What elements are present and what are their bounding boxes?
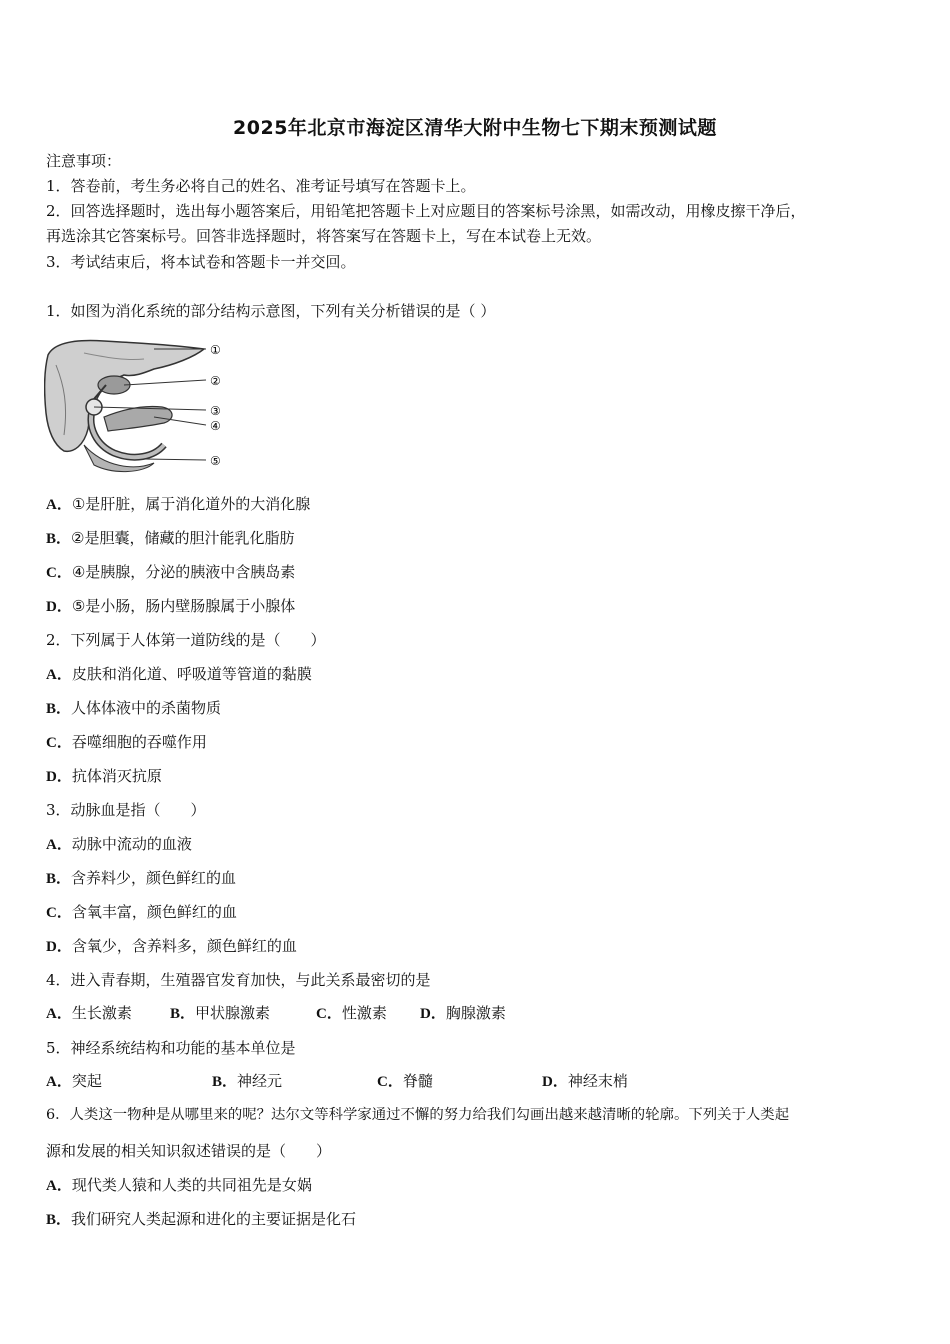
- option-label: B．: [46, 1212, 72, 1228]
- option-text: 甲状腺激素: [195, 1004, 271, 1022]
- option-text: 抗体消灭抗原: [71, 767, 162, 785]
- option-label: D．: [542, 1074, 568, 1090]
- option-text: 神经元: [237, 1072, 283, 1090]
- option-row: [46, 834, 192, 855]
- figure-label-2: ②: [210, 374, 221, 388]
- option-label: A．: [46, 497, 72, 513]
- option-row: [46, 1209, 356, 1230]
- figure-label-3: ③: [210, 404, 221, 418]
- question-3-stem: 3．动脉血是指（ ）: [46, 801, 206, 819]
- option-row: [46, 902, 237, 923]
- option-text: 含氧少，含养料多，颜色鲜红的血: [71, 937, 297, 955]
- notice-item: 再选涂其它答案标号。回答非选择题时，将答案写在答题卡上，写在本试卷上无效。: [46, 227, 602, 245]
- question-5-stem: 5．神经系统结构和功能的基本单位是: [46, 1039, 296, 1057]
- notice-item: 3．考试结束后，将本试卷和答题卡一并交回。: [46, 253, 356, 271]
- option-text: 突起: [71, 1072, 102, 1090]
- option-row-inline: [46, 1003, 606, 1023]
- option-text: 胸腺激素: [445, 1004, 506, 1022]
- option-row: [46, 1175, 312, 1196]
- option-row: [46, 698, 221, 719]
- option-label: A．: [46, 1178, 72, 1194]
- option-label: C．: [46, 565, 72, 581]
- notice-item: 1．答卷前，考生务必将自己的姓名、准考证号填写在答题卡上。: [46, 177, 476, 195]
- option-label: A．: [46, 667, 72, 683]
- option-text: 人体体液中的杀菌物质: [71, 699, 222, 717]
- option-label: B．: [46, 871, 72, 887]
- option-row: [46, 596, 295, 617]
- question-4-stem: 4．进入青春期，生殖器官发育加快，与此关系最密切的是: [46, 971, 431, 989]
- option-text: 现代类人猿和人类的共同祖先是女娲: [71, 1176, 312, 1194]
- option-label: C．: [316, 1006, 342, 1022]
- figure-label-1: ①: [210, 343, 221, 357]
- option-row: [46, 494, 310, 515]
- option-label: D．: [420, 1006, 446, 1022]
- figure-label-5: ⑤: [210, 454, 221, 468]
- option-text: 含氧丰富，颜色鲜红的血: [71, 903, 237, 921]
- notice-item: 2．回答选择题时，选出每小题答案后，用铅笔把答题卡上对应题目的答案标号涂黑，如需改动，用橡皮擦干净后，: [46, 202, 806, 220]
- option-label: A．: [46, 1006, 72, 1022]
- option-text: 神经末梢: [567, 1072, 628, 1090]
- notice-heading: 注意事项：: [46, 152, 122, 170]
- option-row: [46, 732, 207, 753]
- option-row-inline: [46, 1071, 746, 1091]
- option-text: ②是胆囊，储藏的胆汁能乳化脂肪: [71, 529, 295, 547]
- option-text: 生长激素: [71, 1004, 132, 1022]
- option-text: 脊髓: [402, 1072, 433, 1090]
- option-text: 吞噬细胞的吞噬作用: [71, 733, 207, 751]
- option-row: [46, 868, 236, 889]
- option-label: C．: [46, 735, 72, 751]
- option-text: 含养料少，颜色鲜红的血: [71, 869, 237, 887]
- figure-label-4: ④: [210, 419, 221, 433]
- question-2-stem: 2．下列属于人体第一道防线的是（ ）: [46, 631, 326, 649]
- option-text: 性激素: [341, 1004, 387, 1022]
- option-label: D．: [46, 769, 72, 785]
- question-6-stem: 6．人类这一物种是从哪里来的呢？达尔文等科学家通过不懈的努力给我们勾画出越来越清晰的轮廓。下列关于人类起: [46, 1107, 790, 1123]
- option-label: B．: [46, 531, 72, 547]
- option-text: ⑤是小肠，肠内壁肠腺属于小腺体: [71, 597, 296, 615]
- option-label: C．: [46, 905, 72, 921]
- option-row: [46, 936, 297, 957]
- question-1-stem: 1．如图为消化系统的部分结构示意图，下列有关分析错误的是（ ）: [46, 302, 496, 320]
- question-6-stem-cont: 源和发展的相关知识叙述错误的是（ ）: [46, 1142, 332, 1160]
- option-label: D．: [46, 939, 72, 955]
- option-text: ①是肝脏，属于消化道外的大消化腺: [71, 495, 311, 513]
- digestive-system-figure: [44, 335, 234, 477]
- option-label: B．: [212, 1074, 238, 1090]
- option-row: [46, 664, 312, 685]
- option-text: 我们研究人类起源和进化的主要证据是化石: [71, 1210, 357, 1228]
- option-label: B．: [170, 1006, 196, 1022]
- option-text: 动脉中流动的血液: [71, 835, 192, 853]
- option-label: A．: [46, 1074, 72, 1090]
- option-label: B．: [46, 701, 72, 717]
- option-row: [46, 562, 295, 583]
- option-row: [46, 766, 162, 787]
- option-label: D．: [46, 599, 72, 615]
- option-label: A．: [46, 837, 72, 853]
- option-text: 皮肤和消化道、呼吸道等管道的黏膜: [71, 665, 312, 683]
- option-text: ④是胰腺，分泌的胰液中含胰岛素: [71, 563, 296, 581]
- option-row: [46, 528, 294, 549]
- option-label: C．: [377, 1074, 403, 1090]
- page-title: 2025年北京市海淀区清华大附中生物七下期末预测试题: [233, 117, 717, 139]
